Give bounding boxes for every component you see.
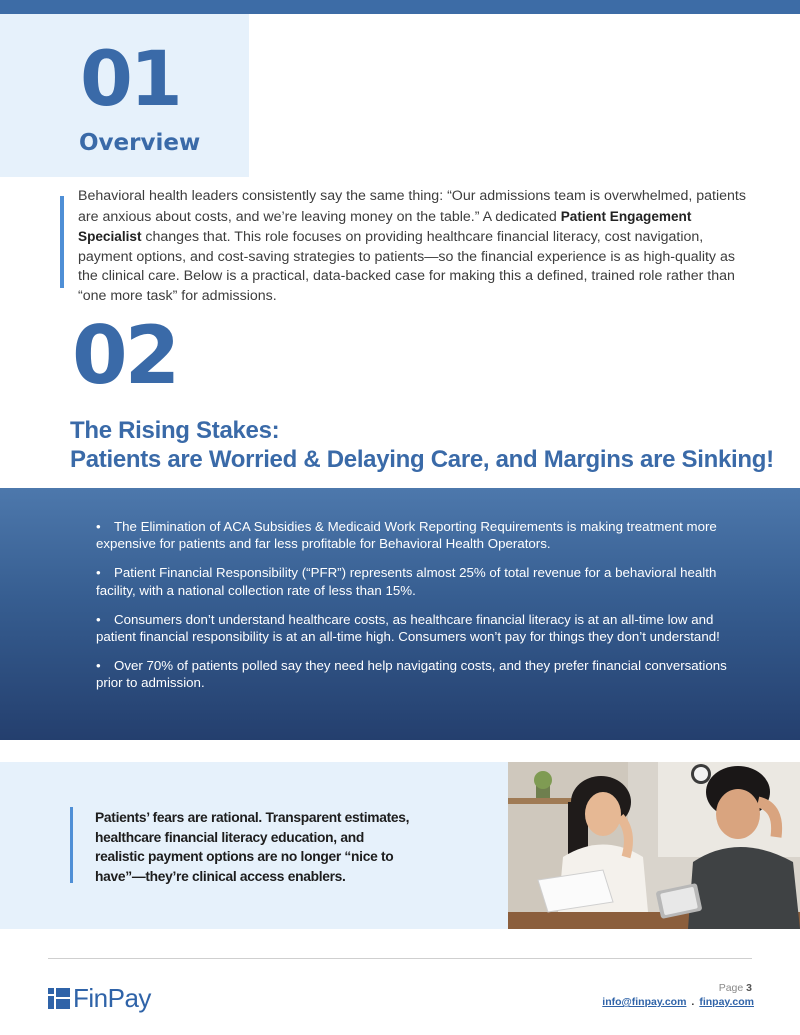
footer-contact-links: [602, 996, 754, 1008]
brand-name: FinPay: [73, 983, 151, 1013]
worried-couple-photo: [508, 762, 800, 929]
bullet-dot-icon: •: [96, 519, 101, 534]
callout-accent-bar: [70, 807, 73, 883]
intro-text-end: changes that. This role focuses on providing healthcare financial literacy, cost navigation, payment options, and cost-saving strategies to patients—so the financial experience is as high-quality as the clinical care. Below is a practical, data-backed case for making this a defined, trained role rather than “one more task” for admissions.: [78, 229, 735, 304]
callout-quote: Patients’ fears are rational. Transparent estimates, healthcare financial literacy education, and realistic payment options are no longer “nice to have”—they’re clinical access enablers.: [95, 810, 410, 884]
finpay-logo-icon: [48, 988, 71, 1009]
top-accent-bar: [0, 0, 800, 14]
bullet-text: Over 70% of patients polled say they need help navigating costs, and they prefer financial conversations prior to admission.: [96, 658, 727, 691]
section1-number: 01: [80, 34, 180, 123]
bullet-dot-icon: •: [96, 658, 101, 674]
photo-illustration: [508, 762, 800, 929]
link-separator: .: [691, 996, 695, 1008]
intro-accent-bar: [60, 196, 64, 288]
list-item: [96, 564, 736, 598]
finpay-logo[interactable]: [48, 983, 151, 1014]
website-link[interactable]: finpay.com: [699, 996, 754, 1008]
email-link[interactable]: info@finpay.com: [602, 996, 687, 1008]
bullet-dot-icon: •: [96, 565, 101, 581]
section2-heading: [70, 416, 790, 474]
bullet-dot-icon: •: [96, 611, 101, 627]
bullet-text: The Elimination of ACA Subsidies & Medicaid Work Reporting Requirements is making treatment more expensive for patients and far less profitable for Behavioral Health Operators.: [96, 519, 717, 552]
page-indicator: [719, 982, 752, 994]
list-item: [96, 657, 736, 691]
list-item: [96, 518, 736, 552]
bullet-text: Consumers don’t understand healthcare costs, as healthcare financial literacy is at an all-time low and patient financial responsibility is at an all-time high. Consumers won’t pay for things they don’t understand!: [96, 611, 720, 645]
intro-role-name: Patient Engagement Specialist: [78, 208, 692, 245]
page-label: Page: [718, 982, 744, 994]
section2-number: 02: [72, 309, 178, 402]
page-number: 3: [746, 982, 752, 994]
intro-paragraph: [78, 187, 748, 307]
section2-heading-line1: The Rising Stakes:: [70, 417, 280, 444]
section1-heading: Overview: [79, 130, 201, 156]
section2-heading-line2: Patients are Worried & Delaying Care, and Margins are Sinking!: [70, 446, 774, 473]
stakes-bullet-list: [96, 518, 736, 704]
footer-divider: [48, 958, 752, 959]
bullet-text: Patient Financial Responsibility (“PFR”) represents almost 25% of total revenue for a behavioral health facility, with a national collection rate of less than 15%.: [96, 565, 717, 598]
list-item: [96, 611, 736, 645]
intro-text-start: Behavioral health leaders consistently say the same thing: “Our admissions team is overwhelmed, patients are anxious about costs, and we’re leaving money on the table.” A dedicated: [78, 188, 746, 225]
